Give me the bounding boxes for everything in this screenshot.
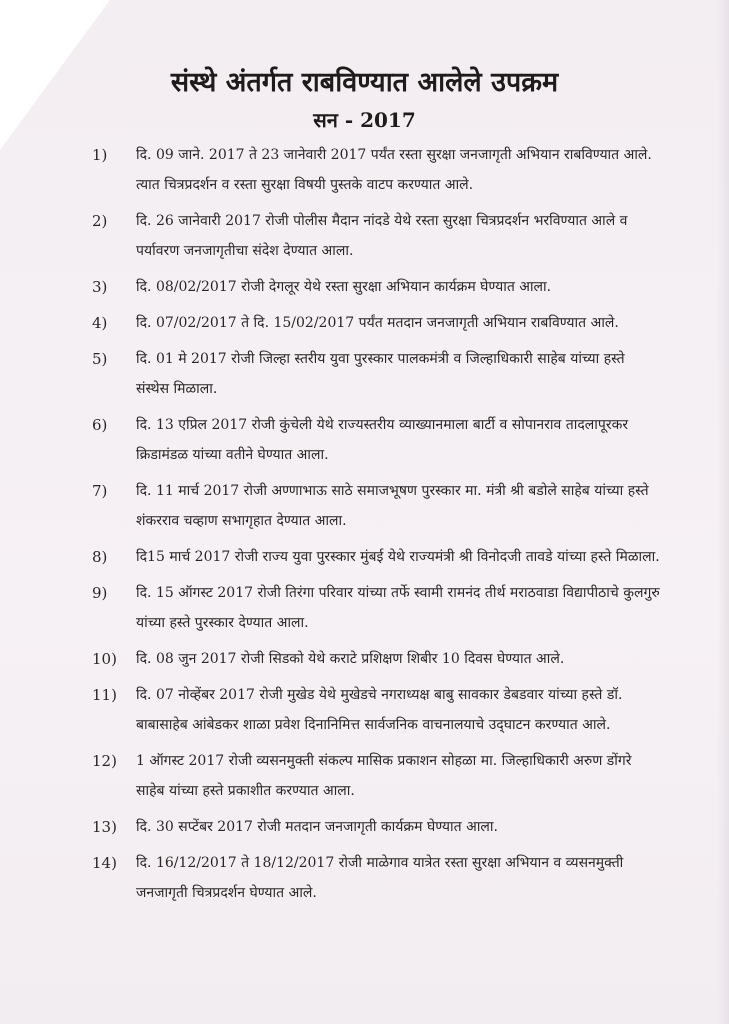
item-text: दि. 01 मे 2017 रोजी जिल्हा स्तरीय युवा पुरस्कार पालकमंत्री व जिल्हाधिकारी साहेब यांच्या हस्ते संस्थेस मिळाला.: [136, 351, 625, 397]
list-item: [92, 848, 662, 908]
item-number: 13): [92, 818, 117, 836]
item-text: दि. 11 मार्च 2017 रोजी अण्णाभाऊ साठे समाजभूषण पुरस्कार मा. मंत्री श्री बडोले साहेब यांच्या हस्ते शंकरराव चव्हाण सभागृहात देण्यात आला.: [136, 483, 649, 529]
item-number: 6): [92, 416, 108, 434]
item-text: दि15 मार्च 2017 रोजी राज्य युवा पुरस्कार मुंबई येथे राज्यमंत्री श्री विनोदजी तावडे यांच्या हस्ते मिळाला.: [136, 549, 660, 565]
item-number: 12): [92, 752, 117, 770]
item-text: दि. 09 जाने. 2017 ते 23 जानेवारी 2017 पर्यंत रस्ता सुरक्षा जनजागृती अभियान राबविण्यात आले. त्यात चित्रप्रदर्शन व रस्ता सुरक्षा विषयी पुस्तके वाटप करण्यात आले.: [136, 147, 652, 193]
document-title: संस्थे अंतर्गत राबविण्यात आलेले उपक्रम: [170, 67, 559, 98]
item-text: दि. 08 जुन 2017 रोजी सिडको येथे कराटे प्रशिक्षण शिबीर 10 दिवस घेण्यात आले.: [136, 651, 565, 667]
list-item: [92, 410, 662, 470]
item-number: 14): [92, 854, 117, 872]
item-number: 8): [92, 548, 108, 566]
list-item: [92, 812, 662, 842]
item-text: दि. 13 एप्रिल 2017 रोजी कुंचेली येथे राज्यस्तरीय व्याख्यानमाला बार्टी व सोपानराव तादलापूरकर क्रिडामंडळ यांच्या वतीने घेण्यात आला.: [136, 417, 629, 463]
item-number: 10): [92, 650, 117, 668]
item-number: 1): [92, 146, 108, 164]
item-number: 3): [92, 278, 108, 296]
list-item: [92, 542, 662, 572]
item-text: दि. 07 नोव्हेंबर 2017 रोजी मुखेड येथे मुखेडचे नगराध्यक्ष बाबु सावकार डेबडवार यांच्या हस्ते डॉ. बाबासाहेब आंबेडकर शाळा प्रवेश दिनानिमित्त सार्वजनिक वाचनालयाचे उद्‌घाटन करण्यात आले.: [136, 687, 623, 733]
list-item: [92, 644, 662, 674]
list-item: [92, 272, 662, 302]
item-text: दि. 07/02/2017 ते दि. 15/02/2017 पर्यंत मतदान जनजागृती अभियान राबविण्यात आले.: [136, 315, 619, 331]
page-edge-shadow: [717, 0, 729, 1024]
item-text: दि. 15 ऑगस्ट 2017 रोजी तिरंगा परिवार यांच्या तर्फे स्वामी रामनंद तीर्थ मराठवाडा विद्यापीठाचे कुलगुरु यांच्या हस्ते पुरस्कार देण्यात आला.: [136, 585, 660, 631]
list-item: [92, 140, 662, 200]
list-item: [92, 680, 662, 740]
item-text: 1 ऑगस्ट 2017 रोजी व्यसनमुक्ती संकल्प मासिक प्रकाशन सोहळा मा. जिल्हाधिकारी अरुण डोंगरे साहेब यांच्या हस्ते प्रकाशीत करण्यात आला.: [136, 753, 632, 799]
list-item: [92, 308, 662, 338]
item-number: 11): [92, 686, 117, 704]
activity-list: [92, 140, 662, 914]
item-number: 7): [92, 482, 108, 500]
list-item: [92, 206, 662, 266]
list-item: [92, 344, 662, 404]
document-subtitle: सन - 2017: [313, 108, 416, 132]
item-text: दि. 08/02/2017 रोजी देगलूर येथे रस्ता सुरक्षा अभियान कार्यक्रम घेण्यात आला.: [136, 279, 552, 295]
item-number: 5): [92, 350, 108, 368]
list-item: [92, 476, 662, 536]
list-item: [92, 578, 662, 638]
item-number: 9): [92, 584, 108, 602]
item-text: दि. 26 जानेवारी 2017 रोजी पोलीस मैदान नांदडे येथे रस्ता सुरक्षा चित्रप्रदर्शन भरविण्यात आले व पर्यावरण जनजागृतीचा संदेश देण्यात आला.: [136, 213, 628, 259]
item-number: 2): [92, 212, 108, 230]
list-item: [92, 746, 662, 806]
item-text: दि. 16/12/2017 ते 18/12/2017 रोजी माळेगाव यात्रेत रस्ता सुरक्षा अभियान व व्यसनमुक्ती जनजागृती चित्रप्रदर्शन घेण्यात आले.: [136, 855, 624, 901]
item-number: 4): [92, 314, 108, 332]
item-text: दि. 30 सप्टेंबर 2017 रोजी मतदान जनजागृती कार्यक्रम घेण्यात आला.: [136, 819, 498, 835]
